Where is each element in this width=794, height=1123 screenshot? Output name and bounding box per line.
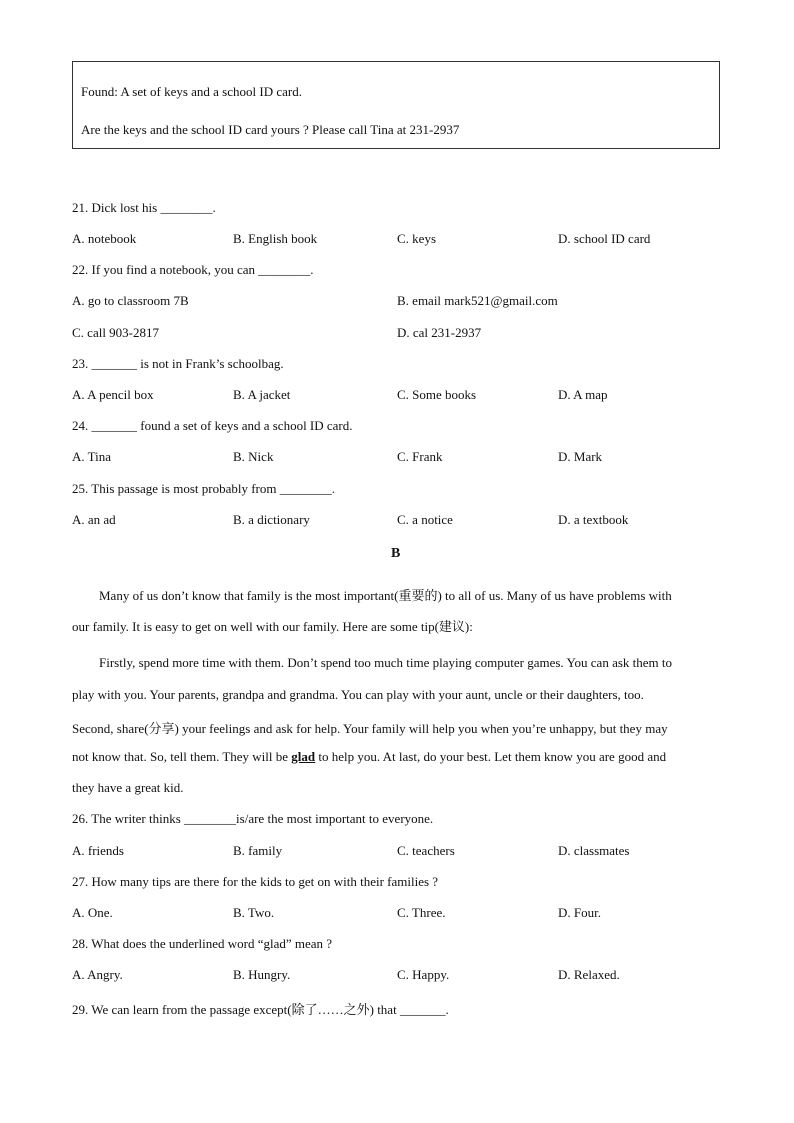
q22-option-a[interactable]: A. go to classroom 7B	[72, 293, 189, 308]
q27-option-b[interactable]: B. Two.	[233, 905, 275, 920]
q25-option-d[interactable]: D. a textbook	[558, 512, 629, 527]
q28-option-d[interactable]: D. Relaxed.	[558, 967, 620, 982]
question-27: 27. How many tips are there for the kids to get on with their families ?	[72, 874, 439, 889]
question-25: 25. This passage is most probably from ________.	[72, 481, 335, 496]
passage-para1-line2: our family. It is easy to get on well with our family. Here are some tip(建议):	[72, 619, 473, 634]
q27-option-d[interactable]: D. Four.	[558, 905, 601, 920]
question-28: 28. What does the underlined word “glad” mean ?	[72, 936, 333, 951]
q28-option-a[interactable]: A. Angry.	[72, 967, 123, 982]
q24-option-c[interactable]: C. Frank	[397, 449, 443, 464]
q28-option-c[interactable]: C. Happy.	[397, 967, 450, 982]
passage-para2-line2: play with you. Your parents, grandpa and grandma. You can play with your aunt, uncle or their daughters, too.	[72, 687, 644, 702]
question-22: 22. If you find a notebook, you can ________.	[72, 262, 314, 277]
q24-option-d[interactable]: D. Mark	[558, 449, 603, 464]
q22-option-b[interactable]: B. email mark521@gmail.com	[397, 293, 558, 308]
question-23: 23. _______ is not in Frank’s schoolbag.	[72, 356, 284, 371]
q23-option-b[interactable]: B. A jacket	[233, 387, 291, 402]
found-notice-box	[72, 61, 720, 149]
q25-option-c[interactable]: C. a notice	[397, 512, 453, 527]
q27-option-c[interactable]: C. Three.	[397, 905, 446, 920]
q21-option-a[interactable]: A. notebook	[72, 231, 137, 246]
q24-option-b[interactable]: B. Nick	[233, 449, 274, 464]
q26-option-b[interactable]: B. family	[233, 843, 283, 858]
q27-option-a[interactable]: A. One.	[72, 905, 113, 920]
q23-option-c[interactable]: C. Some books	[397, 387, 477, 402]
question-24: 24. _______ found a set of keys and a school ID card.	[72, 418, 353, 433]
q24-option-a[interactable]: A. Tina	[72, 449, 112, 464]
q25-option-b[interactable]: B. a dictionary	[233, 512, 310, 527]
q22-option-c[interactable]: C. call 903-2817	[72, 325, 160, 340]
passage-para2-line3: Second, share(分享) your feelings and ask for help. Your family will help you when you’re unhappy, but they may	[72, 721, 668, 736]
passage-para2-line4	[72, 749, 722, 765]
passage-para1-line1: Many of us don’t know that family is the most important(重要的) to all of us. Many of us have problems with	[99, 588, 672, 603]
notice-line-2: Are the keys and the school ID card yours ? Please call Tina at 231-2937	[81, 122, 460, 137]
q23-option-a[interactable]: A. A pencil box	[72, 387, 154, 402]
q21-option-c[interactable]: C. keys	[397, 231, 436, 246]
q22-option-d[interactable]: D. cal 231-2937	[397, 325, 482, 340]
q21-option-b[interactable]: B. English book	[233, 231, 318, 246]
q28-option-b[interactable]: B. Hungry.	[233, 967, 291, 982]
question-26: 26. The writer thinks ________is/are the most important to everyone.	[72, 811, 434, 826]
passage-para2-line1: Firstly, spend more time with them. Don’t spend too much time playing computer games. You can ask them to	[99, 655, 673, 670]
q21-option-d[interactable]: D. school ID card	[558, 231, 651, 246]
question-21: 21. Dick lost his ________.	[72, 200, 216, 215]
q26-option-c[interactable]: C. teachers	[397, 843, 455, 858]
passage-para2-line5: they have a great kid.	[72, 780, 184, 795]
line4-text-after: to help you. At last, do your best. Let them know you are good and	[315, 749, 667, 764]
q26-option-a[interactable]: A. friends	[72, 843, 124, 858]
q25-option-a[interactable]: A. an ad	[72, 512, 116, 527]
q26-option-d[interactable]: D. classmates	[558, 843, 630, 858]
q23-option-d[interactable]: D. A map	[558, 387, 608, 402]
line4-text-before: not know that. So, tell them. They will be	[72, 749, 292, 764]
underlined-word-glad: glad	[291, 749, 316, 764]
section-b-heading: B	[391, 546, 401, 561]
question-29: 29. We can learn from the passage except(除了……之外) that _______.	[72, 1002, 449, 1017]
notice-line-1: Found: A set of keys and a school ID card.	[81, 84, 302, 99]
